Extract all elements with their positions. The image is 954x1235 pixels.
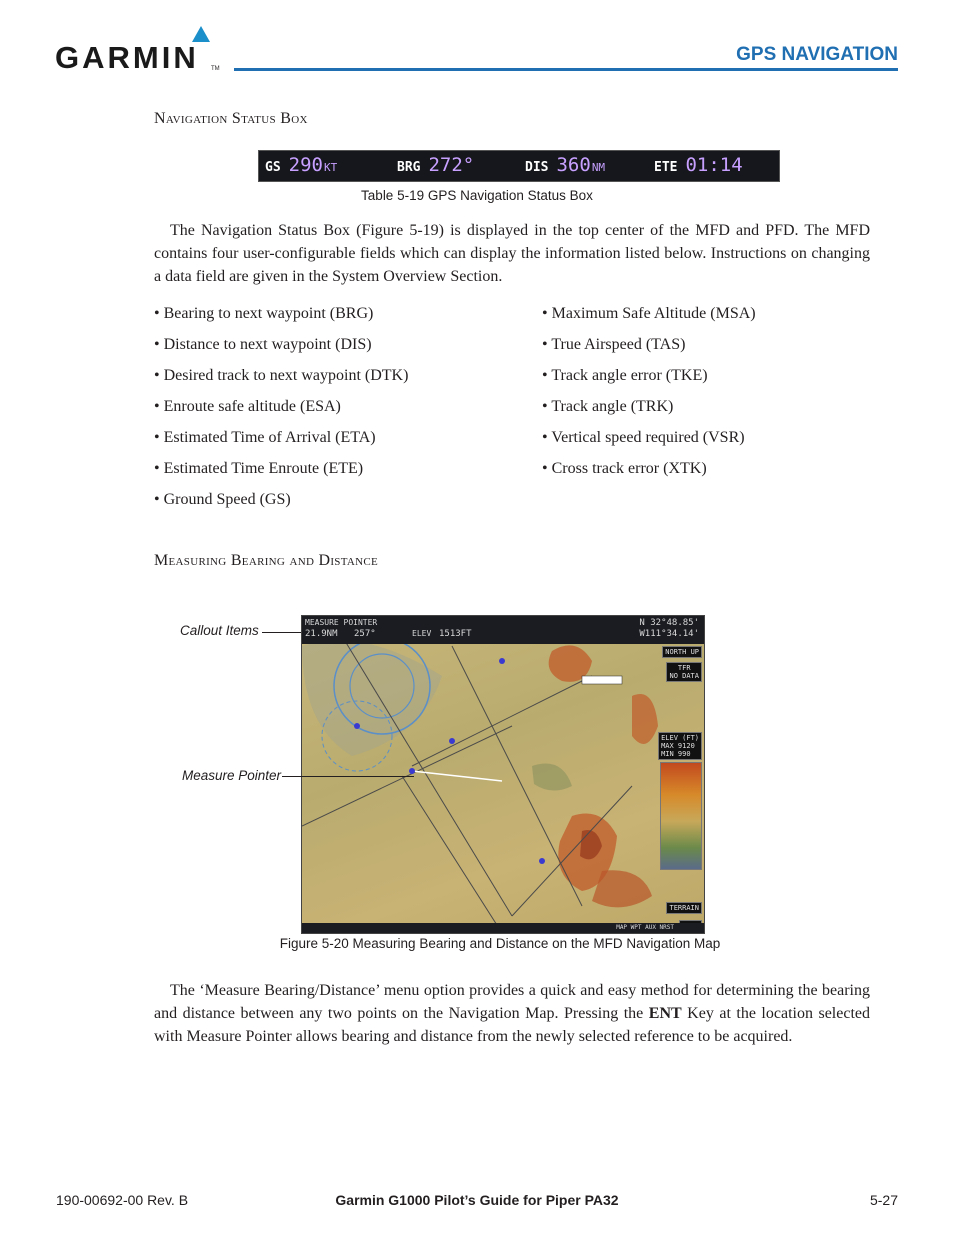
status-unit: NM — [591, 161, 606, 174]
status-field-brg — [397, 154, 474, 176]
map-softkey-bar — [302, 923, 704, 933]
garmin-logo — [55, 26, 225, 74]
page-number: 5-27 — [869, 1192, 898, 1208]
list-item: • Enroute safe altitude (ESA) — [154, 391, 408, 422]
table-caption: Table 5-19 GPS Navigation Status Box — [361, 188, 593, 203]
logo-triangle-icon — [192, 26, 210, 42]
figure-caption: Figure 5-20 Measuring Bearing and Distance on the MFD Navigation Map — [279, 936, 721, 951]
north-up-indicator: NORTH UP — [662, 646, 702, 658]
field-list-right — [542, 298, 756, 484]
terrain-legend — [660, 762, 702, 870]
tfr-label: TFR — [677, 664, 691, 672]
measure-elev-label: ELEV — [412, 629, 432, 638]
terrain-label: TERRAIN — [666, 902, 702, 914]
measure-distance: 21.9NM — [305, 629, 338, 639]
list-item: • True Airspeed (TAS) — [542, 329, 756, 360]
list-item: • Bearing to next waypoint (BRG) — [154, 298, 408, 329]
status-field-gs — [265, 154, 337, 176]
paragraph-text: The ‘Measure Bearing/Distance’ menu option provides a quick and easy method for determining the bearing and distance between any two points on the Navigation Map. Pressing the — [154, 982, 870, 1022]
status-field-dis — [525, 154, 605, 176]
field-list-left — [154, 298, 408, 515]
ent-key: ENT — [648, 1005, 682, 1022]
map-terrain-graphic — [302, 616, 704, 933]
nav-status-paragraph: The Navigation Status Box (Figure 5-19) is displayed in the top center of the MFD and PFD. The MFD contains four user-configurable fields which can display the information listed below. Instructions on changing a data field are given in the System Overview Section. — [154, 222, 870, 285]
measure-paragraph — [154, 979, 870, 1048]
callout-items-label: Callout Items — [180, 623, 259, 638]
pointer-leader-line — [282, 776, 414, 777]
status-label: ETE — [654, 160, 678, 175]
list-item: • Distance to next waypoint (DIS) — [154, 329, 408, 360]
list-item: • Maximum Safe Altitude (MSA) — [542, 298, 756, 329]
elev-max: MAX 9120 — [661, 742, 695, 750]
list-item: • Desired track to next waypoint (DTK) — [154, 360, 408, 391]
measure-title: MEASURE POINTER — [305, 618, 378, 627]
logo-wordmark: GARMIN — [55, 40, 199, 75]
footer-title: Garmin G1000 Pilot’s Guide for Piper PA32 — [335, 1192, 619, 1208]
measure-longitude: W111°34.14' — [639, 629, 699, 639]
list-item: • Track angle error (TKE) — [542, 360, 756, 391]
elev-min: MIN 990 — [661, 750, 691, 758]
header-rule — [234, 68, 898, 71]
footer-doc-number: 190-00692-00 Rev. B — [56, 1192, 189, 1208]
measure-elev-value: 1513FT — [439, 629, 472, 639]
list-item: • Cross track error (XTK) — [542, 453, 756, 484]
map-measure-bar — [302, 616, 704, 644]
tfr-no-data: NO DATA — [669, 672, 699, 680]
status-value: 290 — [288, 154, 323, 176]
list-item: • Vertical speed required (VSR) — [542, 422, 756, 453]
status-label: DIS — [525, 160, 549, 175]
mfd-navigation-map — [301, 615, 705, 934]
measure-bearing: 257° — [354, 629, 376, 639]
page-group-indicator: MAP WPT AUX NRST — [616, 924, 674, 931]
status-label: GS — [265, 160, 281, 175]
tfr-status — [666, 662, 702, 682]
paragraph-text: Key at the location selected with Measure Pointer allows bearing and distance from the newly selected reference to be acquired. — [154, 1005, 870, 1045]
section-title: GPS NAVIGATION — [736, 44, 898, 65]
elevation-box — [658, 732, 702, 760]
status-field-ete — [654, 154, 743, 176]
status-value: 360 — [556, 154, 591, 176]
elev-box-label: ELEV (FT) — [661, 734, 699, 742]
status-unit: KT — [323, 161, 338, 174]
list-item: • Estimated Time Enroute (ETE) — [154, 453, 408, 484]
measure-latitude: N 32°48.85' — [639, 618, 699, 628]
list-item: • Track angle (TRK) — [542, 391, 756, 422]
status-value: 272° — [428, 154, 475, 176]
status-label: BRG — [397, 160, 421, 175]
map-side-panel — [658, 644, 704, 933]
nav-status-heading: Navigation Status Box — [154, 110, 308, 127]
logo-trademark: TM — [211, 66, 220, 72]
list-item: • Ground Speed (GS) — [154, 484, 408, 515]
measure-pointer-label: Measure Pointer — [182, 768, 282, 783]
list-item: • Estimated Time of Arrival (ETA) — [154, 422, 408, 453]
gps-status-box — [258, 150, 780, 182]
status-value: 01:14 — [685, 154, 743, 176]
measure-heading: Measuring Bearing and Distance — [154, 552, 379, 569]
